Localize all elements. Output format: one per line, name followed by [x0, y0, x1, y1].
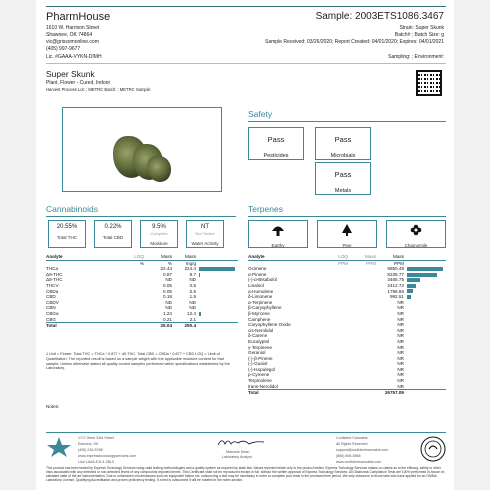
safety-microbials — [315, 127, 371, 160]
col-analyte: Analyte — [46, 254, 63, 259]
summary-value: NT — [201, 224, 209, 230]
cell-mass: NR — [397, 338, 404, 344]
cell-pct: ND — [165, 277, 172, 283]
cell-name: β-Myrcene — [248, 310, 270, 316]
company-email: vic@grissomonline.com — [46, 39, 99, 45]
top-rule — [46, 6, 446, 7]
cell-pct: 0.87 — [163, 271, 172, 277]
cell-name: Geraniol — [248, 350, 266, 356]
terpene-label: Pine — [342, 243, 352, 248]
mass-bar — [407, 295, 411, 299]
pine-tree-icon — [341, 224, 353, 236]
company-address-2: Shawnee, OK 74864 — [46, 32, 93, 38]
cell-empty — [318, 390, 348, 396]
cell-mass: NR — [397, 361, 404, 367]
cell-name: CBDV — [46, 299, 59, 305]
lab-address-1: 1717 West 33rd Street — [78, 436, 114, 440]
safety-label: Metals — [334, 188, 352, 194]
lab-web: www.expresstoxicologyservices.com — [78, 454, 137, 458]
confident-web: www.confidentcannabis.com — [336, 460, 382, 464]
col-mass: Mass — [365, 254, 376, 259]
cell-name: CBGa — [46, 310, 59, 316]
terpene-earthy-box — [248, 220, 308, 248]
mass-bar — [407, 267, 443, 271]
sampling: Sampling: ; Environment: — [388, 54, 444, 60]
unit: PPM — [366, 260, 376, 266]
footer-disclaimer: This product has been tested by Express Toxicology Services using valid testing methodologies and a quality system as required by state law. Values reported relate only to the product tested. Express Toxicology Services makes no claims as to the efficacy, safety or other risks associated with any detected or non-detected levels of any compounds reported herein. This Certificate shall not be reproduced except in full, without the written approval of Express Toxicology Services. All Oklahoma Compliance Tests are 100% performed in-house on validated state of the art instrumentation. Due to unforeseen circumstances such as equipment failure etc. outsourcing a test may be necessary in order to complete your tests in the promised time period. We only outsource to those labs who have applied for an OMMA Laboratory License, Qualifying Accreditation and proven proficiency testing. If a test is outsourced it will be notated in the notes section. — [46, 466, 445, 482]
cell-pct: 0.05 — [163, 282, 172, 288]
col-loq: LOQ — [134, 254, 144, 259]
mass-bar — [407, 273, 437, 277]
cell-pct: 1.24 — [163, 310, 172, 316]
terpene-pine-box — [317, 220, 377, 248]
cell-name: trans-Nerolidol — [248, 383, 278, 389]
safety-status: Pass — [267, 135, 285, 144]
safety-title: Safety — [248, 109, 273, 119]
unit: % — [139, 260, 144, 266]
cell-name: Δ8-THC — [46, 277, 63, 283]
safety-status: Pass — [334, 170, 352, 179]
lab-phone: (405) 216-5788 — [78, 448, 103, 452]
terpenes-rule — [248, 216, 446, 217]
mushroom-icon — [271, 224, 285, 236]
cell-mass: NR — [397, 378, 404, 384]
summary-sub: Complete — [150, 231, 168, 236]
cell-name: (-)-β-Pinene — [248, 355, 273, 361]
terpenes-table — [248, 254, 446, 396]
safety-metals — [315, 162, 371, 195]
lab-logo-icon — [46, 436, 72, 458]
table-row — [46, 323, 238, 329]
summary-label: Total CBD — [102, 235, 124, 240]
water-activity-box — [186, 220, 224, 248]
flower-icon — [410, 224, 422, 236]
cell-mass: NR — [397, 316, 404, 322]
cell-name: Linalool — [248, 282, 264, 288]
product-name: Super Skunk — [46, 69, 95, 79]
company-name: PharmHouse — [46, 11, 111, 23]
cell-mass: NR — [397, 322, 404, 328]
cell-name: γ-Terpinene — [248, 344, 273, 350]
company-license: Lic. #GAAA-VYKN-DIMH — [46, 54, 102, 60]
cell-mg: 224.4 — [184, 266, 196, 272]
terpene-chamomile-box — [386, 220, 446, 248]
summary-value: 20.55% — [56, 224, 78, 230]
sample-id: Sample: 2003ETS1086.3467 — [315, 11, 444, 22]
cell-name: δ-Limonene — [248, 294, 273, 300]
signature-image — [216, 436, 266, 448]
cell-mg: 0.5 — [189, 282, 196, 288]
cell-mass: NR — [397, 355, 404, 361]
safety-status: Pass — [334, 135, 352, 144]
notes-label: Notes: — [46, 404, 60, 409]
table-row — [248, 390, 446, 396]
harvest-info: Harvest Process Lot: ; METRC Batch: ; METRC Sample: — [46, 87, 152, 92]
safety-pesticides — [248, 127, 304, 160]
terpene-label: Earthy — [271, 243, 285, 248]
mass-bar — [199, 273, 200, 277]
cell-pct: 0.18 — [163, 294, 172, 300]
col-mass: Mass — [393, 254, 404, 259]
summary-label: Moisture — [150, 241, 168, 246]
cell-name: α-Terpinene — [248, 299, 273, 305]
cell-mg: 12.4 — [187, 310, 196, 316]
cell-mg: ND — [189, 299, 196, 305]
terpene-label: Chamomile — [404, 243, 428, 248]
cell-mass: 2412.72 — [387, 282, 404, 288]
product-type: Plant, Flower - Cured, Indoor — [46, 80, 111, 86]
batch: Batch# ; Batch Size: g — [394, 32, 444, 38]
cell-name: Ocimene — [248, 266, 267, 272]
confident-cannabis-seal-icon — [420, 436, 446, 462]
cell-mass: NR — [397, 350, 404, 356]
signer-name: Manuele Dean — [226, 450, 250, 454]
cell-mass: NR — [397, 310, 404, 316]
cell-pct: 25.04 — [160, 323, 172, 329]
safety-label: Microbials — [330, 153, 356, 159]
cell-name: THCa — [46, 266, 58, 272]
safety-label: Pesticides — [263, 153, 289, 159]
cell-pct: 22.44 — [160, 266, 172, 272]
summary-sub: Not Tested — [195, 231, 215, 236]
cell-name: α-Pinene — [248, 271, 267, 277]
qr-code — [416, 70, 442, 96]
cell-pct: ND — [165, 305, 172, 311]
cell-mg: 250.4 — [184, 323, 196, 329]
cell-mass: NR — [397, 372, 404, 378]
cell-mass: NR — [397, 383, 404, 389]
summary-value: 9.5% — [152, 224, 166, 230]
cell-mass: NR — [397, 366, 404, 372]
unit: % — [167, 260, 172, 266]
cell-pct: ND — [165, 299, 172, 305]
right-margin — [454, 0, 490, 490]
cell-mass: 9850.48 — [387, 266, 404, 272]
lab-license: Lic# LAAA-E1L4-2BL0 — [78, 460, 114, 464]
mass-bar — [199, 312, 201, 316]
report-dates: Sample Received: 03/26/2020; Report Created: 04/01/2020; Expires: 04/01/2021 — [264, 39, 444, 45]
cell-name: Δ9-THC — [46, 271, 63, 277]
col-mass: Mass — [161, 254, 172, 259]
cell-name: (-)-Guaiol — [248, 361, 268, 367]
cell-mass: 992.51 — [389, 294, 404, 300]
header-divider — [46, 63, 446, 64]
unit: PPM — [338, 260, 348, 266]
cell-name: δ-Carene — [248, 333, 268, 339]
cannabinoids-table — [46, 254, 238, 329]
lab-address-2: Edmond, OK — [78, 442, 99, 446]
cell-name: CBDa — [46, 288, 59, 294]
col-loq: LOQ — [338, 254, 348, 259]
left-margin — [0, 0, 36, 490]
cell-mass: NR — [397, 327, 404, 333]
cell-mass: 1798.86 — [387, 288, 404, 294]
unit: PPM — [394, 260, 404, 266]
signer-title: Laboratory Analyst — [222, 455, 252, 459]
company-address-1: 1610 W. Harrison Street — [46, 25, 100, 31]
confident-rights: All Rights Reserved — [336, 442, 368, 446]
cell-name: CBG — [46, 316, 56, 322]
cell-pct: 0.05 — [163, 288, 172, 294]
cell-mass: NR — [397, 305, 404, 311]
cell-loq — [116, 323, 144, 329]
cell-name: CBD — [46, 294, 56, 300]
confident-name: Confident Cannabis — [336, 436, 368, 440]
total-thc-box — [48, 220, 86, 248]
moisture-box — [140, 220, 178, 248]
cell-name: Eucalyptol — [248, 338, 270, 344]
cell-name: (-)-Isopulegol — [248, 366, 276, 372]
cell-mass: NR — [397, 299, 404, 305]
cell-name: Terpinolene — [248, 378, 272, 384]
mass-bar — [407, 289, 413, 293]
cannabinoids-title: Cannabinoids — [46, 204, 98, 214]
cell-name: Camphene — [248, 316, 271, 322]
cell-name: THCV — [46, 282, 59, 288]
mass-bar — [407, 278, 420, 282]
confident-phone: (866) 506-5866 — [336, 454, 361, 458]
unit: mg/g — [185, 260, 196, 266]
cannabinoids-note: 1 Unit = Flower. Total THC = THCa * 0.877 + d9-THC. Total CBD = CBDa * 0.877 + CBD LOQ = Limit of Quantitation; The reported result is based on a sample weight with the applicable moisture content for that sample; Unless otherwise stated all quality control samples performed within specifications established by the Laboratory. — [46, 352, 230, 371]
cell-name: CBN — [46, 305, 56, 311]
cell-mg: 0.5 — [189, 288, 196, 294]
cell-mg: 1.8 — [189, 294, 196, 300]
cell-pct: 0.21 — [163, 316, 172, 322]
company-phone: (405) 997-9677 — [46, 46, 81, 52]
cell-mass: NR — [397, 333, 404, 339]
cell-name: Caryophyllene Oxide — [248, 322, 291, 328]
cell-name: Total — [46, 323, 57, 329]
cell-name: β-Caryophyllene — [248, 305, 282, 311]
terpenes-title: Terpenes — [248, 204, 283, 214]
safety-rule — [248, 121, 446, 122]
cell-mass: 26757.09 — [384, 390, 404, 396]
cell-mass: 3465.75 — [387, 277, 404, 283]
cannabinoids-rule — [46, 216, 236, 217]
summary-label: Water Activity — [191, 241, 219, 246]
cell-mass: 8236.77 — [387, 271, 404, 277]
summary-label: Total THC — [57, 235, 77, 240]
total-cbd-box — [94, 220, 132, 248]
cell-mg: ND — [189, 305, 196, 311]
confident-email: support@confidentcannabis.com — [336, 448, 389, 452]
col-analyte: Analyte — [248, 254, 265, 259]
cell-mass: NR — [397, 344, 404, 350]
col-mass: Mass — [185, 254, 196, 259]
strain: Strain: Super Skunk — [399, 25, 444, 31]
cell-name: p-Cymene — [248, 372, 270, 378]
cell-name: α-Humulene — [248, 288, 274, 294]
certificate-page — [36, 0, 454, 490]
cell-empty — [348, 390, 376, 396]
cell-mg: 2.1 — [189, 316, 196, 322]
cell-mg: ND — [189, 277, 196, 283]
cell-name: (-)-α-Bisabolol — [248, 277, 277, 283]
product-photo — [62, 107, 222, 192]
mass-bar — [407, 284, 416, 288]
cell-mg: 8.7 — [189, 271, 196, 277]
mass-bar — [199, 267, 235, 271]
cell-name: cis-Nerolidol — [248, 327, 274, 333]
cell-name: Total — [248, 390, 259, 396]
footer-rule — [46, 432, 446, 433]
summary-value: 0.22% — [104, 224, 122, 230]
